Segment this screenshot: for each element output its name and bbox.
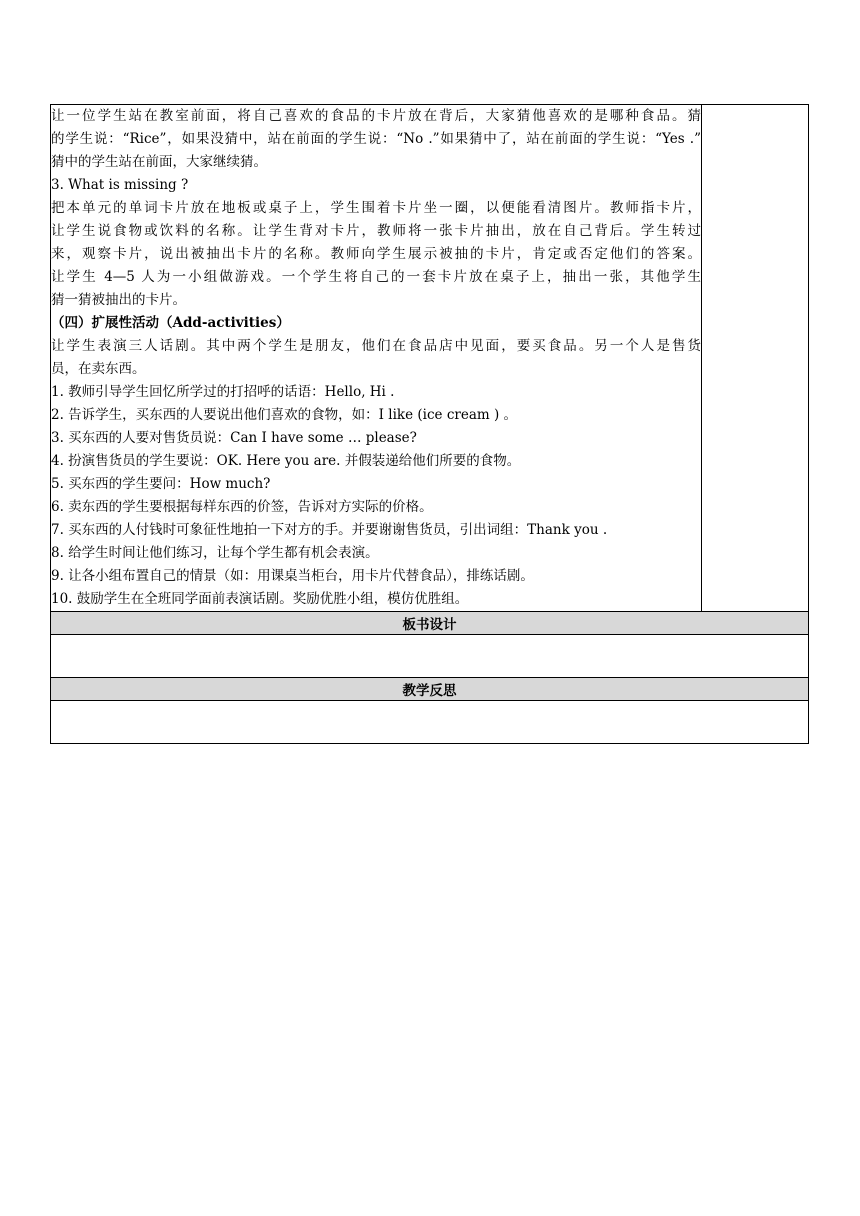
text-line: 猜一猜被抽出的卡片。 [51, 292, 186, 308]
notes-cell [702, 105, 809, 612]
step-item: 4. 扮演售货员的学生要说：OK. Here you are. 并假装递给他们所要的食物。 [51, 453, 521, 469]
text-line: 猜中的学生站在前面，大家继续猜。 [51, 154, 267, 170]
step-item: 5. 买东西的学生要问：How much? [51, 476, 271, 492]
reflection-header: 教学反思 [51, 678, 809, 701]
lesson-plan-table [50, 104, 809, 744]
reflection-header-row [51, 678, 809, 701]
reflection-body-row [51, 701, 809, 744]
step-item: 9. 让各小组布置自己的情景（如：用课桌当柜台，用卡片代替食品），排练话剧。 [51, 568, 534, 584]
board-design-body [51, 635, 809, 678]
text-line: 的学生说：“Rice”，如果没猜中，站在前面的学生说：“No .”如果猜中了，站在前面的学生说：“Yes .” [51, 131, 701, 147]
step-item: 2. 告诉学生，买东西的人要说出他们喜欢的食物，如：I like (ice cream ) 。 [51, 407, 518, 423]
text-line: 让学生 4—5 人为一小组做游戏。一个学生将自己的一套卡片放在桌子上，抽出一张，其他学生 [51, 269, 701, 285]
text-line: 来，观察卡片，说出被抽出卡片的名称。教师向学生展示被抽的卡片，肯定或否定他们的答案。 [51, 246, 701, 262]
text-line: 3. What is missing ? [51, 177, 189, 193]
step-item: 6. 卖东西的学生要根据每样东西的价签，告诉对方实际的价格。 [51, 499, 433, 515]
activity-row [51, 105, 809, 612]
board-design-header-row [51, 612, 809, 635]
step-item: 10. 鼓励学生在全班同学面前表演话剧。奖励优胜小组，模仿优胜组。 [51, 591, 469, 607]
text-line: 让学生说食物或饮料的名称。让学生背对卡片，教师将一张卡片抽出，放在自己背后。学生转过 [51, 223, 701, 239]
step-item: 7. 买东西的人付钱时可象征性地拍一下对方的手。并要谢谢售货员，引出词组：Thank you . [51, 522, 608, 538]
step-item: 3. 买东西的人要对售货员说：Can I have some … please? [51, 430, 417, 446]
text-line: 让一位学生站在教室前面，将自己喜欢的食品的卡片放在背后，大家猜他喜欢的是哪种食品。猜 [51, 108, 701, 124]
step-item: 8. 给学生时间让他们练习，让每个学生都有机会表演。 [51, 545, 379, 561]
reflection-body [51, 701, 809, 744]
step-item: 1. 教师引导学生回忆所学过的打招呼的话语：Hello, Hi . [51, 384, 395, 400]
activity-content-cell [51, 105, 702, 612]
text-line: 把本单元的单词卡片放在地板或桌子上，学生围着卡片坐一圈，以便能看清图片。教师指卡片， [51, 200, 701, 216]
text-line: 让学生表演三人话剧。其中两个学生是朋友，他们在食品店中见面，要买食品。另一个人是售货 [51, 338, 701, 354]
board-design-header: 板书设计 [51, 612, 809, 635]
board-design-body-row [51, 635, 809, 678]
text-line: 员，在卖东西。 [51, 361, 146, 377]
section-heading: （四）扩展性活动（Add-activities） [51, 315, 290, 331]
